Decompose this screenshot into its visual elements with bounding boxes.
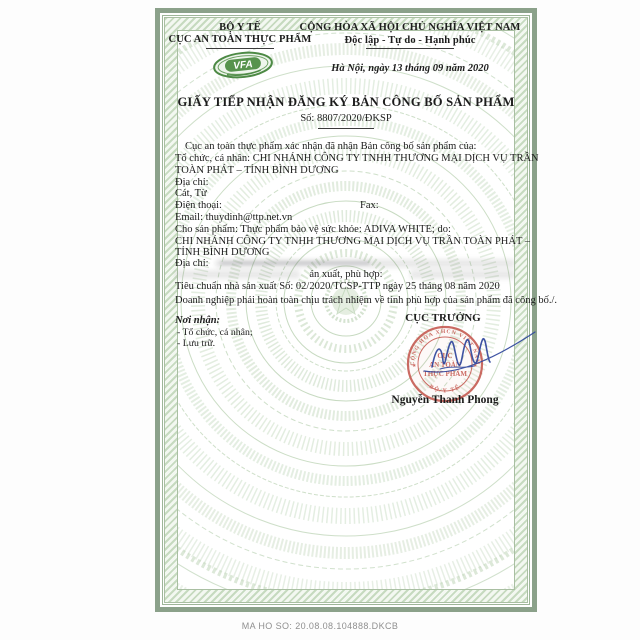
file-code: MA HO SO: 20.08.08.104888.DKCB (241, 621, 399, 631)
standard-line: Tiêu chuẩn nhà sản xuất Số: 02/2020/TCSP-TTP ngày 25 tháng 08 năm 2020 (175, 281, 500, 292)
stamp-center-line1: CỤC (437, 352, 453, 360)
stamp-center-line2: AN TOÀN (429, 361, 461, 369)
signer-name: Nguyễn Thanh Phong (391, 394, 499, 406)
recipients-label: Nơi nhận: (175, 315, 221, 326)
manufacturer-line-2: TỈNH BÌNH DƯƠNG (175, 247, 270, 258)
stamp-ring-top-text: CỘNG HÒA XHCN VIỆT NAM (409, 328, 481, 366)
phone-label: Điện thoại: (175, 200, 222, 211)
email-line: Email: thuydinh@ttp.net.vn (175, 212, 293, 223)
national-motto-line1: CỘNG HÒA XÃ HỘI CHỦ NGHĨA VIỆT NAM (299, 22, 521, 33)
certificate-title: GIẤY TIẾP NHẬN ĐĂNG KÝ BẢN CÔNG BỐ SẢN PHẨM (177, 95, 515, 109)
vfa-logo-icon (212, 50, 274, 80)
intro-line: Cục an toàn thực phẩm xác nhận đã nhận Bản công bố sản phẩm của: (185, 141, 477, 152)
partial-production-line: ản xuất, phù hợp: (309, 269, 383, 280)
date-line: Hà Nội, ngày 13 tháng 09 năm 2020 (331, 63, 489, 74)
national-motto-line2: Độc lập - Tự do - Hạnh phúc (344, 35, 476, 46)
title-underline (318, 128, 374, 129)
manufacturer-line-1: CHI NHÁNH CÔNG TY TNHH THƯƠNG MẠI DỊCH VỤ TRẦN TOÀN PHÁT – (175, 236, 531, 247)
redaction-smudge (220, 261, 370, 265)
stamp-star-left: ★ (412, 364, 417, 369)
stamp-ring-bottom-text: BỘ Y TẾ (427, 384, 463, 395)
organization-line-2: TOÀN PHÁT – TỈNH BÌNH DƯƠNG (175, 165, 339, 176)
certificate-content (160, 13, 557, 607)
organization-line-1: Tổ chức, cá nhân: CHI NHÁNH CÔNG TY TNHH THƯƠNG MẠI DỊCH VỤ TRẦN (175, 153, 539, 164)
agency-name: CỤC AN TOÀN THỰC PHẨM (168, 34, 312, 45)
address-label: Địa chỉ: (175, 177, 209, 188)
recipient-item-1: - Tổ chức, cá nhân; (177, 327, 253, 338)
vfa-logo-text: VFA (232, 59, 254, 72)
signature-scribble-icon (412, 325, 537, 383)
certificate-frame (155, 8, 557, 612)
certificate-number: Số: 8807/2020/ĐKSP (300, 113, 392, 124)
address2-label: Địa chỉ: (175, 258, 209, 269)
agency-underline (206, 48, 274, 49)
stamp-star-right: ★ (473, 364, 478, 369)
signer-title: CỤC TRƯỞNG (405, 312, 481, 324)
responsibility-line: Doanh nghiệp phải hoàn toàn chịu trách nhiệm về tính phù hợp của sản phẩm đã công bố./. (175, 295, 557, 306)
product-line: Cho sản phẩm: Thực phẩm bảo vệ sức khỏe: ADIVA WHITE; do: (175, 224, 451, 235)
address-fragment: Cát, Từ (175, 188, 207, 199)
stamp-center-line3: THỰC PHẨM (423, 370, 467, 378)
motto-underline (366, 48, 454, 49)
fax-label: Fax: (360, 200, 379, 211)
recipient-item-2: - Lưu trữ. (177, 338, 216, 349)
ministry-name: BỘ Y TẾ (219, 22, 261, 33)
